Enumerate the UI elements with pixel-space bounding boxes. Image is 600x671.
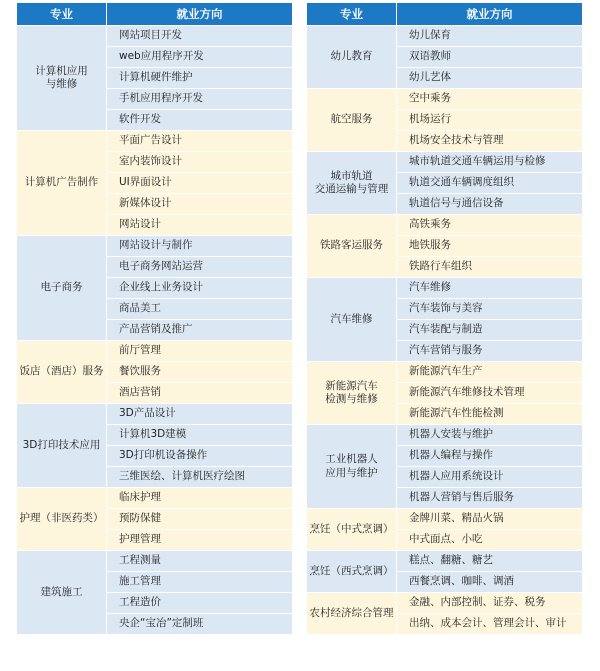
- major-name: 城市轨道 交通运输与管理: [307, 152, 397, 215]
- table-row: [17, 26, 293, 47]
- major-name: 幼儿教育: [307, 26, 397, 89]
- career-direction: 护理管理: [107, 530, 293, 551]
- career-direction: 城市轨道交通车辆运用与检修: [397, 152, 583, 173]
- major-name: 电子商务: [17, 236, 107, 341]
- career-direction: 网站设计: [107, 215, 293, 236]
- right-body: [307, 26, 583, 635]
- career-direction: 酒店营销: [107, 383, 293, 404]
- table-row: [307, 26, 583, 47]
- career-direction: 机器人安装与维护: [397, 425, 583, 446]
- career-direction: 计算机3D建模: [107, 425, 293, 446]
- career-direction: 幼儿艺体: [397, 68, 583, 89]
- career-direction: 金融、内部控制、证券、税务: [397, 593, 583, 614]
- career-direction: 高铁乘务: [397, 215, 583, 236]
- right-majors-table: [306, 2, 583, 635]
- header-row: [17, 3, 293, 26]
- major-name: 烹饪（中式烹调）: [307, 509, 397, 551]
- career-direction: UI界面设计: [107, 173, 293, 194]
- career-direction: 工程造价: [107, 593, 293, 614]
- career-direction: 工程测量: [107, 551, 293, 572]
- career-direction: 汽车维修: [397, 278, 583, 299]
- major-name: 烹饪（西式烹调）: [307, 551, 397, 593]
- career-direction: 网站设计与制作: [107, 236, 293, 257]
- career-direction: 临床护理: [107, 488, 293, 509]
- career-direction: 空中乘务: [397, 89, 583, 110]
- direction-header: 就业方向: [397, 3, 583, 26]
- table-row: [17, 551, 293, 572]
- career-direction: 汽车装饰与美容: [397, 299, 583, 320]
- career-direction: 手机应用程序开发: [107, 89, 293, 110]
- major-name: 护理（非医药类）: [17, 488, 107, 551]
- career-direction: 汽车装配与制造: [397, 320, 583, 341]
- career-direction: 西餐烹调、咖啡、调酒: [397, 572, 583, 593]
- major-name: 饭店（酒店）服务: [17, 341, 107, 404]
- career-direction: 轨道信号与通信设备: [397, 194, 583, 215]
- table-row: [17, 236, 293, 257]
- career-direction: 网站项目开发: [107, 26, 293, 47]
- career-direction: 机场运行: [397, 110, 583, 131]
- career-direction: 软件开发: [107, 110, 293, 131]
- career-direction: 商品美工: [107, 299, 293, 320]
- major-name: 计算机应用 与维修: [17, 26, 107, 131]
- career-direction: 金牌川菜、精品火锅: [397, 509, 583, 530]
- career-direction: 三维医绘、计算机医疗绘图: [107, 467, 293, 488]
- direction-header: 就业方向: [107, 3, 293, 26]
- major-name: 工业机器人 应用与维护: [307, 425, 397, 509]
- header-row: [307, 3, 583, 26]
- career-direction: 汽车营销与服务: [397, 341, 583, 362]
- table-row: [17, 131, 293, 152]
- major-header: 专业: [17, 3, 107, 26]
- career-direction: 3D打印机设备操作: [107, 446, 293, 467]
- career-direction: 产品营销及推广: [107, 320, 293, 341]
- career-direction: 3D产品设计: [107, 404, 293, 425]
- career-direction: 幼儿保育: [397, 26, 583, 47]
- career-direction: 央企“宝冶”定制班: [107, 614, 293, 635]
- career-direction: 机器人编程与操作: [397, 446, 583, 467]
- table-row: [307, 89, 583, 110]
- career-direction: 前厅管理: [107, 341, 293, 362]
- career-direction: 新能源汽车生产: [397, 362, 583, 383]
- career-direction: 机器人营销与售后服务: [397, 488, 583, 509]
- career-direction: 机器人应用系统设计: [397, 467, 583, 488]
- career-direction: 新能源汽车维修技术管理: [397, 383, 583, 404]
- major-header: 专业: [307, 3, 397, 26]
- career-direction: 预防保健: [107, 509, 293, 530]
- career-direction: 出纳、成本会计、管理会计、审计: [397, 614, 583, 635]
- career-direction: web应用程序开发: [107, 47, 293, 68]
- career-direction: 平面广告设计: [107, 131, 293, 152]
- table-row: [307, 278, 583, 299]
- career-direction: 中式面点、小吃: [397, 530, 583, 551]
- table-row: [17, 404, 293, 425]
- major-name: 汽车维修: [307, 278, 397, 362]
- career-direction: 轨道交通车辆调度组织: [397, 173, 583, 194]
- career-direction: 铁路行车组织: [397, 257, 583, 278]
- table-row: [17, 341, 293, 362]
- table-row: [17, 488, 293, 509]
- major-name: 航空服务: [307, 89, 397, 152]
- table-row: [307, 509, 583, 530]
- career-direction: 地铁服务: [397, 236, 583, 257]
- major-name: 3D打印技术应用: [17, 404, 107, 488]
- table-row: [307, 215, 583, 236]
- career-direction: 计算机硬件维护: [107, 68, 293, 89]
- left-body: [17, 26, 293, 635]
- major-name: 农村经济综合管理: [307, 593, 397, 635]
- table-row: [307, 152, 583, 173]
- major-name: 新能源汽车 检测与维修: [307, 362, 397, 425]
- career-direction: 施工管理: [107, 572, 293, 593]
- career-direction: 企业线上业务设计: [107, 278, 293, 299]
- career-direction: 双语教师: [397, 47, 583, 68]
- career-direction: 电子商务网站运营: [107, 257, 293, 278]
- career-direction: 新能源汽车性能检测: [397, 404, 583, 425]
- table-row: [307, 362, 583, 383]
- table-row: [307, 551, 583, 572]
- career-direction: 机场安全技术与管理: [397, 131, 583, 152]
- table-row: [307, 593, 583, 614]
- major-name: 建筑施工: [17, 551, 107, 635]
- career-direction: 室内装饰设计: [107, 152, 293, 173]
- career-direction: 新媒体设计: [107, 194, 293, 215]
- major-name: 铁路客运服务: [307, 215, 397, 278]
- major-name: 计算机广告制作: [17, 131, 107, 236]
- left-majors-table: [16, 2, 293, 635]
- career-direction: 餐饮服务: [107, 362, 293, 383]
- career-direction: 糕点、翻糖、糖艺: [397, 551, 583, 572]
- table-row: [307, 425, 583, 446]
